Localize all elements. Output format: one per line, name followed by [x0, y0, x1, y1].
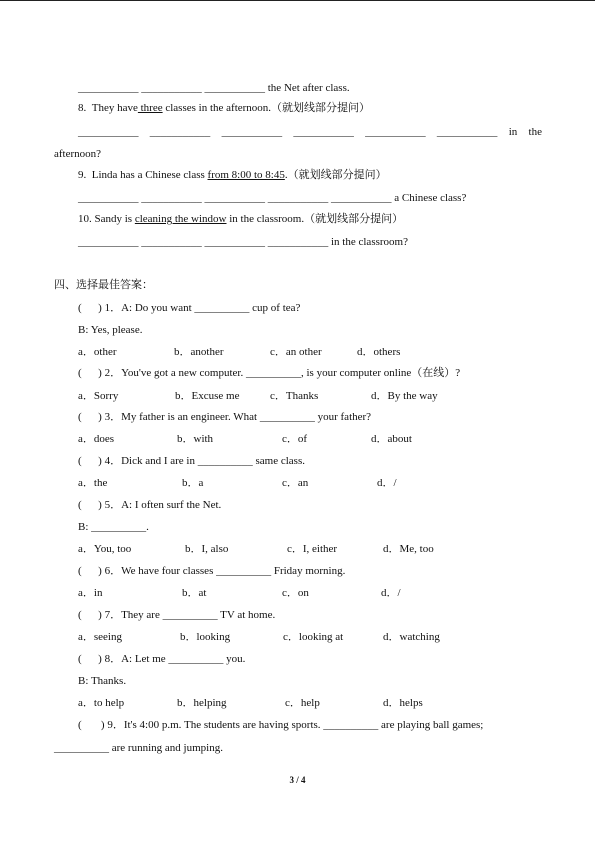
mc-q2-option-c: c．Thanks: [270, 390, 319, 402]
mc-q4-option-c: c．an: [282, 477, 309, 489]
mc-q5-option-b: b．I, also: [185, 543, 229, 555]
mc-question-1: ( ) 1．A: Do you want __________ cup of tea?: [78, 302, 301, 314]
mc-q6-option-b: b．at: [182, 587, 207, 599]
mc-q3-option-d: d．about: [371, 433, 412, 445]
mc-q3-option-c: c．of: [282, 433, 308, 445]
q8-answer-line: ___________ ___________ ___________ ___________ ___________ ___________ in the: [78, 126, 542, 138]
mc-q6-option-a: a．in: [78, 587, 103, 599]
question-8: 8. They have three classes in the afternoon.（就划线部分提问）: [78, 102, 371, 114]
mc-q3-option-b: b．with: [177, 433, 214, 445]
mc-q8-option-d: d．helps: [383, 697, 423, 709]
mc-question-9-continuation: __________ are running and jumping.: [54, 742, 223, 754]
mc-q2-option-d: d．By the way: [371, 390, 438, 402]
section-4-heading: 四、选择最佳答案：: [54, 279, 153, 291]
mc-q8-option-c: c．help: [285, 697, 320, 709]
mc-q6-option-d: d．/: [381, 587, 401, 599]
q7-answer-line: ___________ ___________ ___________ the Net after class.: [78, 82, 350, 94]
mc-question-5: ( ) 5．A: I often surf the Net.: [78, 499, 222, 511]
q8-answer-continuation: afternoon?: [54, 148, 102, 160]
mc-question-7: ( ) 7．They are __________ TV at home.: [78, 609, 276, 621]
mc-q6-option-c: c．on: [282, 587, 309, 599]
mc-q7-option-a: a．seeing: [78, 631, 122, 643]
mc-question-2: ( ) 2．You've got a new computer. __________, is your computer online（在线）?: [78, 367, 461, 379]
mc-q8-option-b: b．helping: [177, 697, 227, 709]
question-9: 9. Linda has a Chinese class from 8:00 to 8:45.（就划线部分提问）: [78, 169, 387, 181]
mc-q1-option-a: a．other: [78, 346, 117, 358]
mc-question-1-b: B: Yes, please.: [78, 324, 143, 336]
mc-q5-option-d: d．Me, too: [383, 543, 434, 555]
mc-question-3: ( ) 3．My father is an engineer. What __________ your father?: [78, 411, 372, 423]
mc-question-4: ( ) 4．Dick and I are in __________ same class.: [78, 455, 305, 467]
mc-q4-option-a: a．the: [78, 477, 108, 489]
mc-q4-option-b: b．a: [182, 477, 204, 489]
mc-q1-option-c: c．an other: [270, 346, 322, 358]
mc-q5-option-c: c．I, either: [287, 543, 338, 555]
mc-q8-option-a: a．to help: [78, 697, 125, 709]
mc-q1-option-d: d．others: [357, 346, 401, 358]
page-number: 3 / 4: [289, 775, 306, 785]
mc-q5-option-a: a．You, too: [78, 543, 132, 555]
q10-answer-line: ___________ ___________ ___________ ___________ in the classroom?: [78, 236, 408, 248]
mc-question-9: ( ) 9．It's 4:00 p.m. The students are having sports. __________ are playing ball games;: [78, 719, 484, 731]
mc-question-8: ( ) 8．A: Let me __________ you.: [78, 653, 246, 665]
mc-q7-option-b: b．looking: [180, 631, 231, 643]
mc-question-6: ( ) 6．We have four classes __________ Friday morning.: [78, 565, 346, 577]
mc-q2-option-b: b．Excuse me: [175, 390, 240, 402]
q9-answer-line: ___________ ___________ ___________ ___________ ___________ a Chinese class?: [78, 192, 467, 204]
mc-q1-option-b: b．another: [174, 346, 224, 358]
mc-q2-option-a: a．Sorry: [78, 390, 119, 402]
mc-q7-option-d: d．watching: [383, 631, 440, 643]
page-top-border: [0, 0, 595, 1]
question-10: 10. Sandy is cleaning the window in the classroom.（就划线部分提问）: [78, 213, 404, 225]
mc-q4-option-d: d．/: [377, 477, 397, 489]
mc-question-8-b: B: Thanks.: [78, 675, 127, 687]
mc-q3-option-a: a．does: [78, 433, 115, 445]
mc-question-5-b: B: __________.: [78, 521, 149, 533]
mc-q7-option-c: c．looking at: [283, 631, 344, 643]
